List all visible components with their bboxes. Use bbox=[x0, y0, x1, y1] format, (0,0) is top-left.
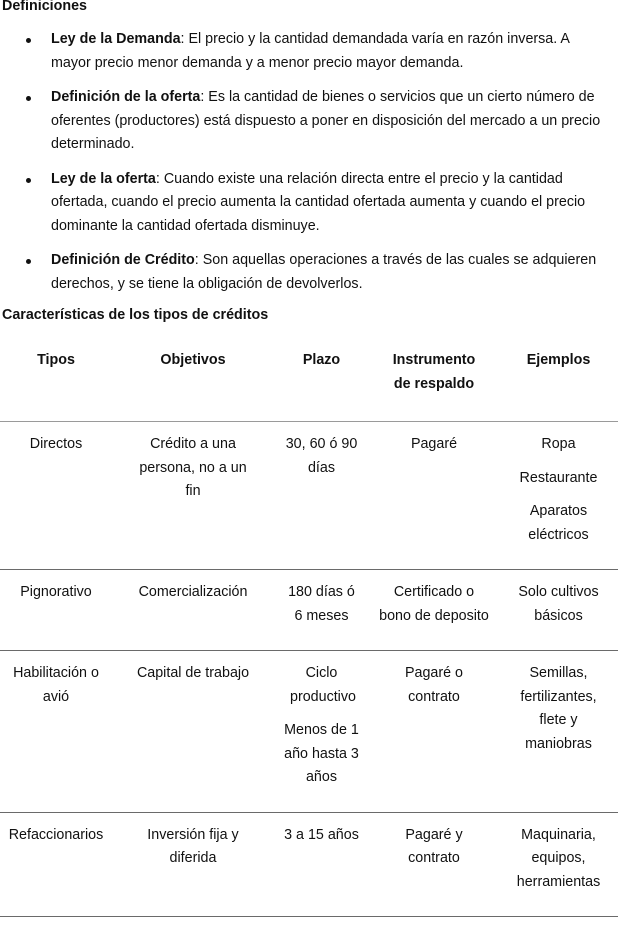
list-item bbox=[0, 249, 618, 296]
list-item bbox=[0, 168, 618, 239]
column-header-tipos: Tipos bbox=[37, 352, 75, 368]
bullet-dot bbox=[26, 96, 31, 101]
column-header-objetivos: Objetivos bbox=[160, 352, 226, 368]
cell-tipos: Directos bbox=[29, 436, 83, 452]
cell-ejemplos: Solo cultivos básicos bbox=[518, 584, 599, 624]
cell-tipos: Habilitación o avió bbox=[13, 665, 99, 705]
cell-plazo: Ciclo productivo Menos de 1 año hasta 3 años bbox=[284, 665, 359, 785]
table-row bbox=[0, 422, 618, 570]
cell-tipos: Refaccionarios bbox=[8, 826, 104, 843]
definition-term: Ley de la Demanda bbox=[51, 31, 181, 47]
column-header-ejemplos: Ejemplos bbox=[526, 352, 591, 368]
characteristics-heading: Características de los tipos de créditos bbox=[2, 307, 269, 323]
cell-plazo: 3 a 15 años bbox=[284, 826, 359, 843]
table-row bbox=[0, 651, 618, 813]
column-header-plazo: Plazo bbox=[302, 352, 341, 368]
cell-instrumento: Pagaré o contrato bbox=[404, 665, 464, 705]
bullet-dot bbox=[26, 178, 31, 183]
definition-term: Definición de Crédito bbox=[51, 252, 195, 268]
definitions-list bbox=[0, 28, 618, 307]
list-item bbox=[0, 86, 618, 157]
table-row bbox=[0, 570, 618, 651]
cell-ejemplos: Maquinaria, equipos, herramientas bbox=[516, 826, 601, 890]
cell-ejemplos: Semillas, fertilizantes, flete y maniobras bbox=[520, 665, 597, 752]
cell-objetivos: Capital de trabajo bbox=[136, 665, 250, 681]
cell-ejemplos: Ropa Restaurante Aparatos eléctricos bbox=[519, 436, 598, 543]
cell-objetivos: Crédito a una persona, no a un fin bbox=[139, 436, 247, 499]
definition-term: Definición de la oferta bbox=[51, 89, 201, 105]
definition-text: : Son aquellas operaciones a través de las cuales se adquieren derechos, y se tiene la obligación de devolverlos. bbox=[51, 252, 597, 292]
cell-plazo: 180 días ó 6 meses bbox=[288, 584, 355, 624]
cell-instrumento: Certificado o bono de deposito bbox=[379, 584, 489, 624]
credit-types-table bbox=[0, 338, 618, 917]
definition-term: Ley de la oferta bbox=[51, 170, 156, 187]
cell-plazo: 30, 60 ó 90 días bbox=[285, 436, 358, 476]
table-header-row bbox=[0, 338, 618, 422]
cell-objetivos: Inversión fija y diferida bbox=[147, 826, 239, 866]
cell-instrumento: Pagaré y contrato bbox=[405, 826, 463, 866]
definitions-heading: Definiciones bbox=[2, 0, 88, 14]
cell-objetivos: Comercialización bbox=[138, 584, 248, 600]
bullet-dot bbox=[26, 38, 31, 43]
definition-text: : Es la cantidad de bienes o servicios que un cierto número de oferentes (productores) está dispuesto a poner en disposición del mercado a un precio determinado. bbox=[51, 89, 601, 152]
bullet-dot bbox=[26, 259, 31, 264]
table-row bbox=[0, 812, 618, 917]
list-item bbox=[0, 28, 618, 75]
definition-text: : Cuando existe una relación directa entre el precio y la cantidad ofertada, cuando el precio aumenta la cantidad ofertada aumenta y cuando el precio dominante la cantidad ofertada disminuye. bbox=[51, 170, 586, 234]
column-header-instrumento: Instrumento de respaldo bbox=[392, 352, 476, 392]
cell-instrumento: Pagaré bbox=[410, 436, 458, 452]
cell-tipos: Pignorativo bbox=[20, 584, 92, 600]
definition-text: : El precio y la cantidad demandada varía en razón inversa. A mayor precio menor demanda y a menor precio mayor demanda. bbox=[51, 31, 570, 71]
